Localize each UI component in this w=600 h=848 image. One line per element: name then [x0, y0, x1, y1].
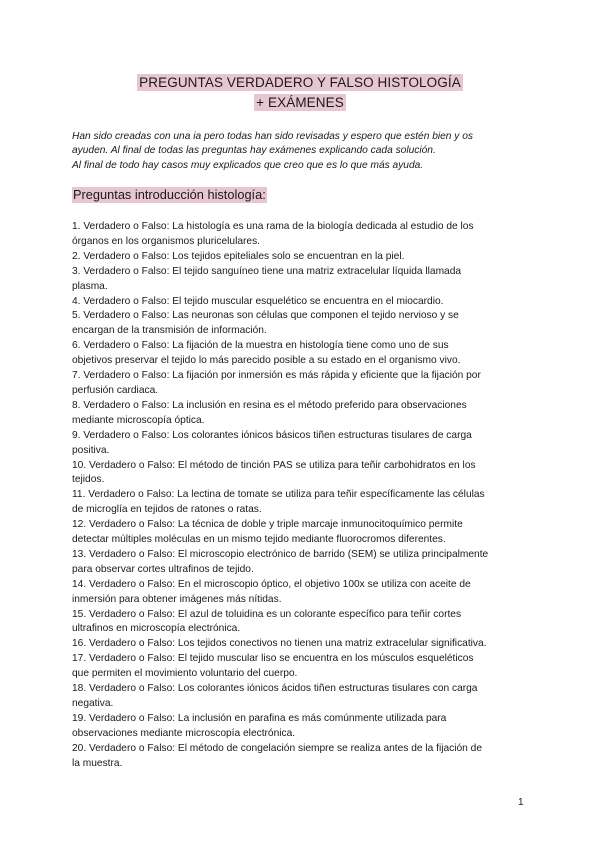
question-item: [72, 309, 532, 339]
question-line: 10. Verdadero o Falso: El método de tinción PAS se utiliza para teñir carbohidratos en los: [72, 459, 476, 471]
question-line: positiva.: [72, 444, 110, 456]
question-line: para observar cortes ultrafinos de tejido.: [72, 563, 254, 575]
intro-line: Han sido creadas con una ia pero todas han sido revisadas y espero que estén bien y os: [72, 131, 473, 142]
question-line: 20. Verdadero o Falso: El método de congelación siempre se realiza antes de la fijación de: [72, 742, 483, 754]
question-item: [72, 578, 532, 608]
question-line: 12. Verdadero o Falso: La técnica de doble y triple marcaje inmunocitoquímico permite: [72, 519, 463, 531]
title-line-2: + EXÁMENES: [256, 95, 344, 110]
question-line: 17. Verdadero o Falso: El tejido muscular liso se encuentra en los músculos esqueléticos: [72, 653, 474, 665]
question-item: [72, 250, 532, 265]
question-item: [72, 265, 532, 295]
section-heading: Preguntas introducción histología:: [73, 187, 266, 202]
question-line: ultrafinos en microscopía electrónica.: [72, 623, 241, 635]
question-line: perfusión cardiaca.: [72, 384, 159, 396]
question-line: 4. Verdadero o Falso: El tejido muscular esquelético se encuentra en el miocardio.: [72, 295, 444, 307]
question-item: [72, 682, 532, 712]
question-line: 7. Verdadero o Falso: La fijación por inmersión es más rápida y eficiente que la fijación por: [72, 370, 481, 382]
page-number: 1: [518, 797, 524, 808]
question-item: [72, 339, 532, 369]
question-line: 11. Verdadero o Falso: La lectina de tomate se utiliza para teñir específicamente las células: [72, 489, 485, 501]
question-line: 16. Verdadero o Falso: Los tejidos conectivos no tienen una matriz extracelular significativa.: [72, 638, 487, 650]
question-line: 6. Verdadero o Falso: La fijación de la muestra en histología tiene como uno de sus: [72, 340, 449, 352]
question-list: [72, 220, 532, 772]
question-line: órganos en los organismos pluricelulares.: [72, 235, 261, 247]
question-item: [72, 608, 532, 638]
question-item: [72, 220, 532, 250]
question-line: 1. Verdadero o Falso: La histología es una rama de la biología dedicada al estudio de los: [72, 221, 474, 232]
question-line: 14. Verdadero o Falso: En el microscopio óptico, el objetivo 100x se utiliza con aceite de: [72, 578, 471, 590]
question-line: 2. Verdadero o Falso: Los tejidos epiteliales solo se encuentran en la piel.: [72, 250, 405, 262]
question-line: 8. Verdadero o Falso: La inclusión en resina es el método preferido para observaciones: [72, 399, 467, 411]
question-line: de microglía en tejidos de ratones o ratas.: [72, 504, 262, 516]
question-line: 9. Verdadero o Falso: Los colorantes iónicos básicos tiñen estructuras tisulares de carga: [72, 429, 472, 441]
question-line: que permiten el movimiento voluntario del cuerpo.: [72, 668, 298, 680]
question-line: 19. Verdadero o Falso: La inclusión en parafina es más comúnmente utilizada para: [72, 712, 447, 724]
question-item: [72, 518, 532, 548]
question-line: encargan de la transmisión de información.: [72, 325, 267, 337]
question-line: objetivos preservar el tejido lo más parecido posible a su estado en el organismo vivo.: [72, 355, 461, 367]
question-line: observaciones mediante microscopía electrónica.: [72, 727, 296, 739]
question-item: [72, 652, 532, 682]
question-line: la muestra.: [72, 757, 123, 769]
question-item: [72, 488, 532, 518]
question-line: inmersión para obtener imágenes más nítidas.: [72, 593, 282, 605]
question-item: [72, 548, 532, 578]
question-item: [72, 742, 532, 772]
question-line: 5. Verdadero o Falso: Las neuronas son células que componen el tejido nervioso y se: [72, 310, 459, 322]
intro-line: ayuden. Al final de todas las preguntas hay exámenes explicando cada solución.: [72, 145, 436, 157]
intro-paragraph: [72, 130, 532, 173]
question-item: [72, 399, 532, 429]
intro-line: Al final de todo hay casos muy explicados que creo que es lo que más ayuda.: [72, 159, 424, 171]
question-item: [72, 712, 532, 742]
title-line-1: PREGUNTAS VERDADERO Y FALSO HISTOLOGÍA: [139, 75, 461, 90]
question-line: 13. Verdadero o Falso: El microscopio electrónico de barrido (SEM) se utiliza principalmente: [72, 548, 489, 560]
question-line: 18. Verdadero o Falso: Los colorantes iónicos ácidos tiñen estructuras tisulares con carga: [72, 683, 478, 695]
question-line: mediante microscopía óptica.: [72, 414, 205, 426]
question-item: [72, 429, 532, 459]
question-line: tejidos.: [72, 474, 105, 486]
question-line: detectar múltiples moléculas en un mismo tejido mediante fluorocromos diferentes.: [72, 534, 446, 546]
question-line: 3. Verdadero o Falso: El tejido sanguíneo tiene una matriz extracelular líquida llamada: [72, 265, 462, 277]
question-item: [72, 637, 532, 652]
question-item: [72, 369, 532, 399]
question-item: [72, 295, 532, 310]
question-item: [72, 459, 532, 489]
question-line: 15. Verdadero o Falso: El azul de toluidina es un colorante específico para teñir cortes: [72, 608, 462, 620]
document-title: [0, 74, 600, 112]
question-line: plasma.: [72, 280, 108, 292]
question-line: negativa.: [72, 698, 114, 709]
